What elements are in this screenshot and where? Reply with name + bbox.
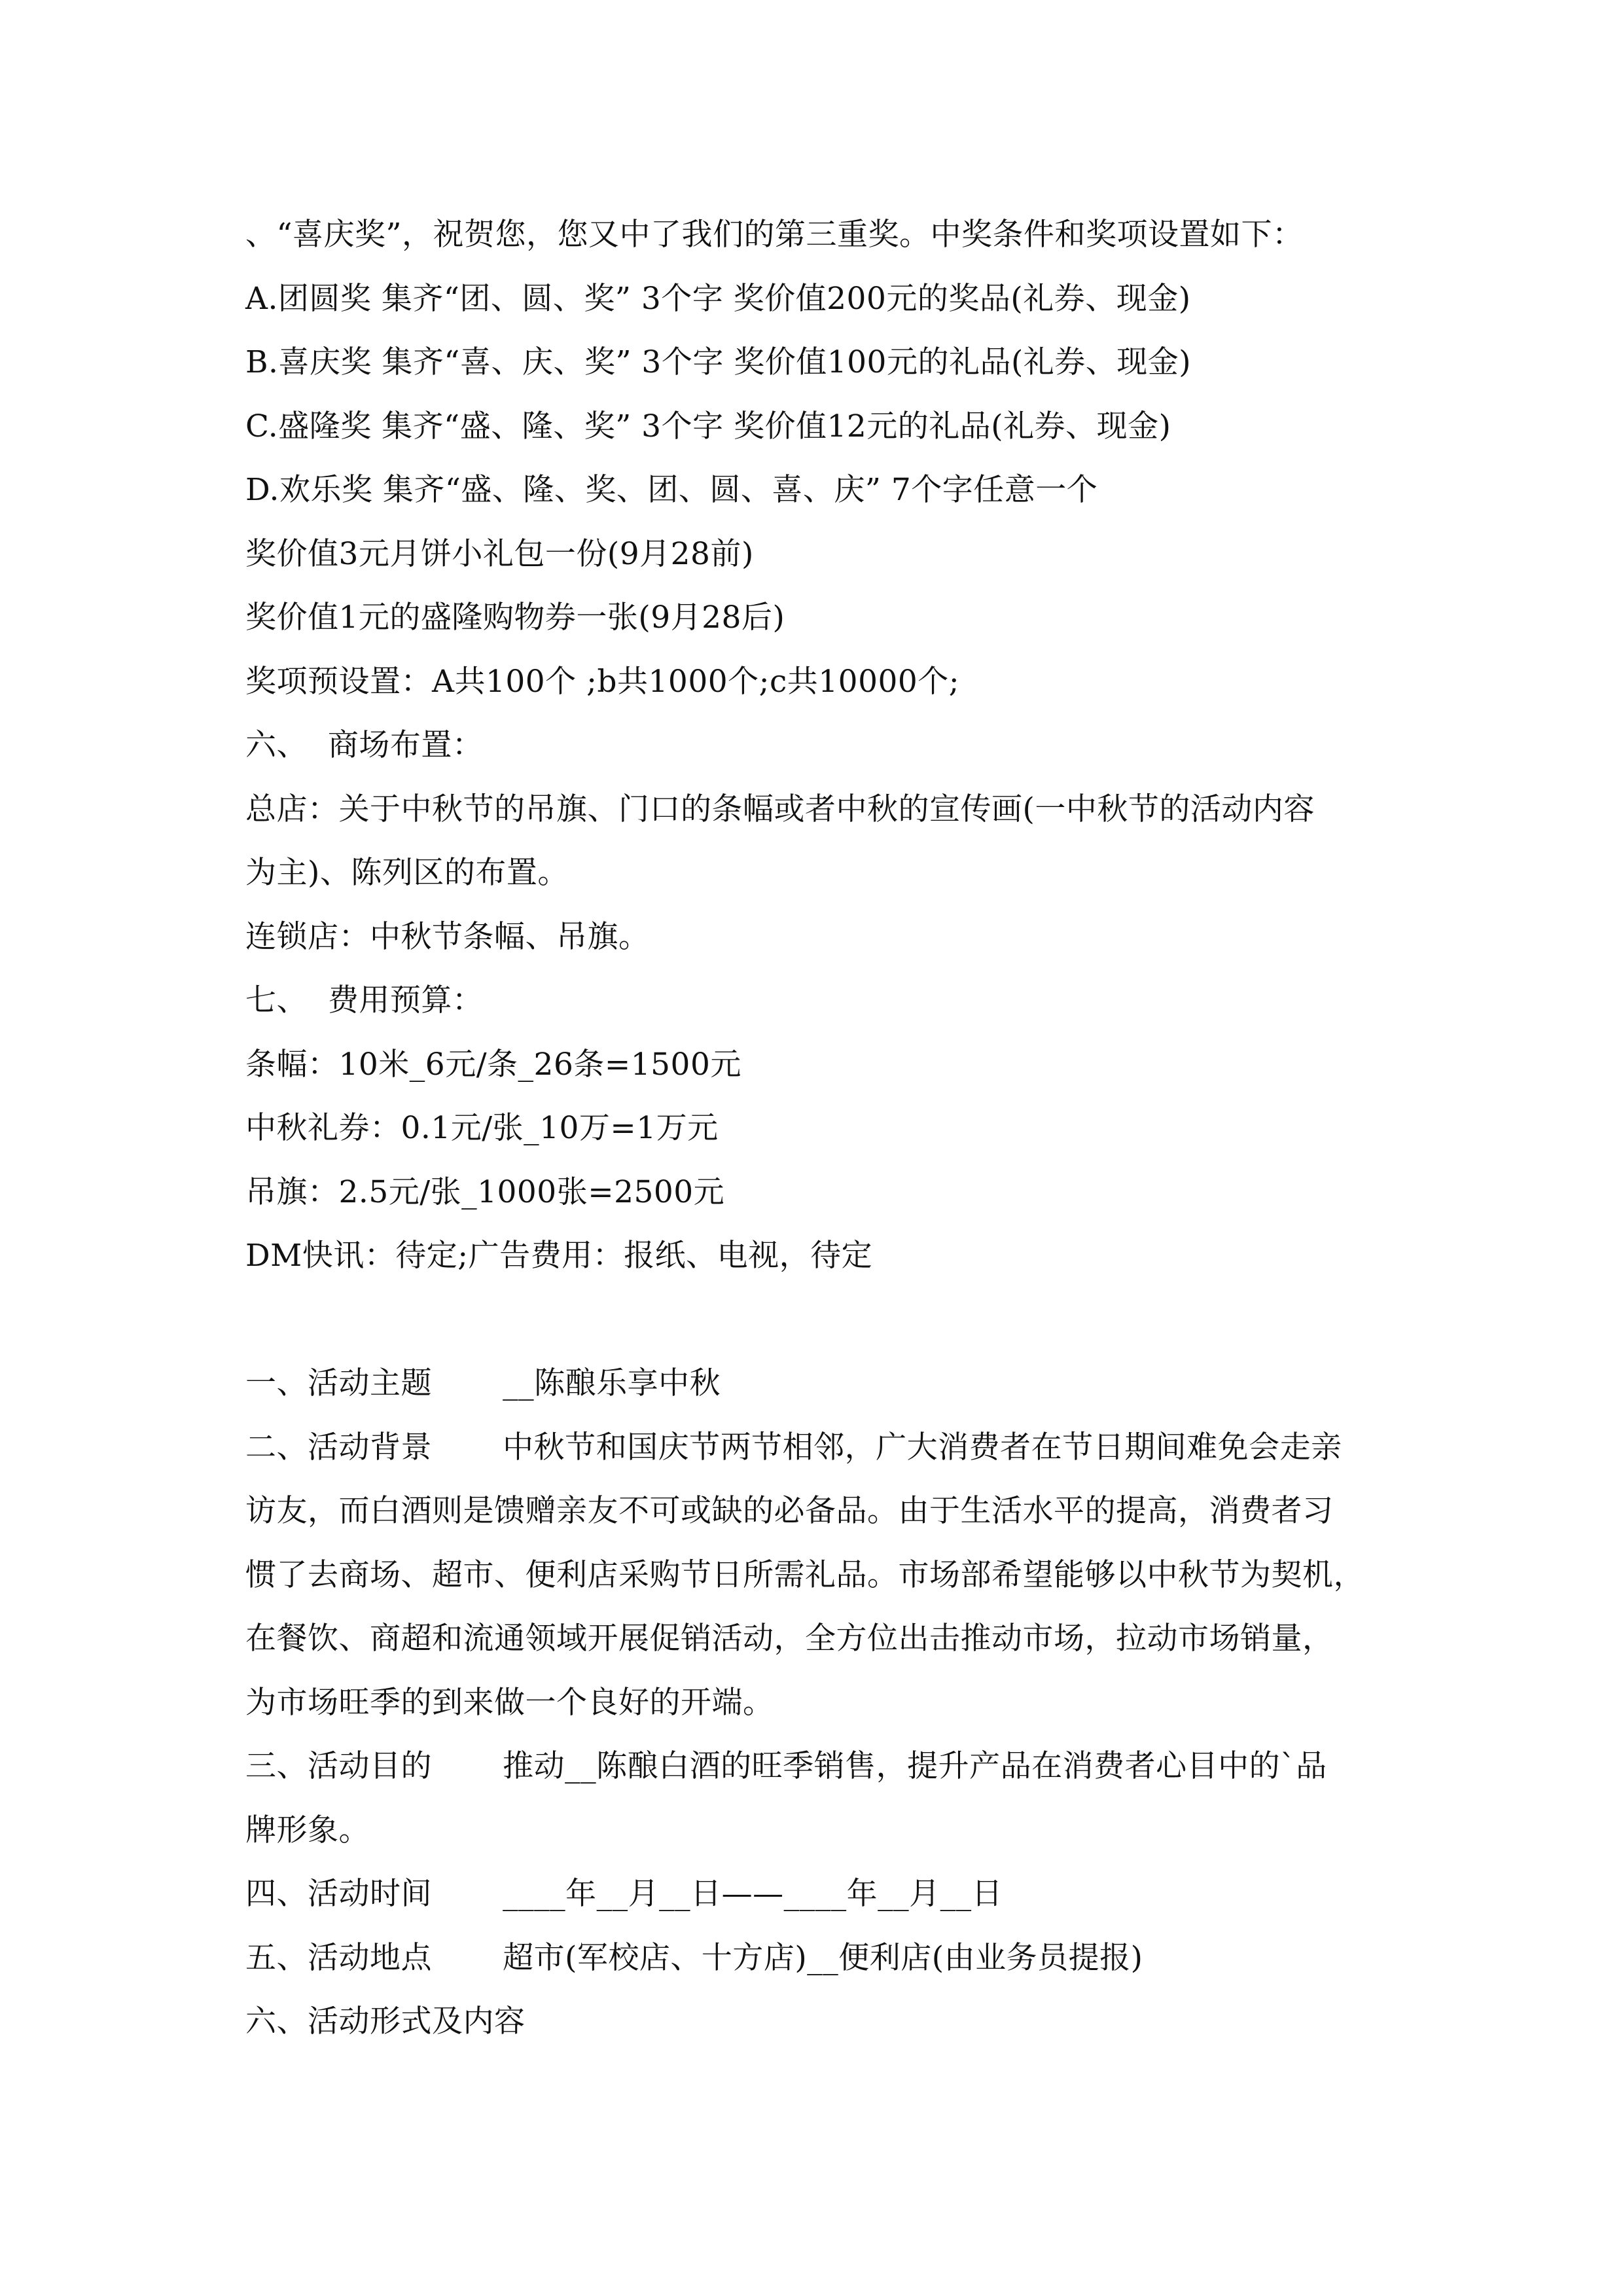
section-heading: 五、活动地点 超市(军校店、十方店)__便利店(由业务员提报) bbox=[245, 1939, 1143, 1976]
section-heading: 六、 商场布置： bbox=[245, 727, 484, 763]
budget-item: 条幅：10米_6元/条_26条=1500元 bbox=[245, 1046, 741, 1083]
budget-item: DM快讯：待定;广告费用：报纸、电视，待定 bbox=[245, 1238, 873, 1274]
paragraph-line: 为主)、陈列区的布置。 bbox=[245, 855, 569, 891]
budget-item: 中秋礼券：0.1元/张_10万=1万元 bbox=[245, 1110, 719, 1146]
section-heading: 六、活动形式及内容 bbox=[245, 2003, 526, 2039]
document-body bbox=[245, 203, 1397, 2054]
paragraph-line: 牌形象。 bbox=[245, 1812, 370, 1848]
prize-item-a: A.团圆奖 集齐“团、圆、奖” 3个字 奖价值200元的奖品(礼券、现金) bbox=[245, 280, 1191, 317]
paragraph-line: 为市场旺季的到来做一个良好的开端。 bbox=[245, 1684, 774, 1721]
paragraph-line: 惯了去商场、超市、便利店采购节日所需礼品。市场部希望能够以中秋节为契机， bbox=[245, 1556, 1364, 1593]
paragraph-line: 在餐饮、商超和流通领域开展促销活动，全方位出击推动市场，拉动市场销量， bbox=[245, 1621, 1334, 1657]
prize-item-c: C.盛隆奖 集齐“盛、隆、奖” 3个字 奖价值12元的礼品(礼券、现金) bbox=[245, 408, 1171, 444]
budget-item: 吊旗：2.5元/张_1000张=2500元 bbox=[245, 1174, 725, 1210]
prize-item-b: B.喜庆奖 集齐“喜、庆、奖” 3个字 奖价值100元的礼品(礼券、现金) bbox=[245, 344, 1192, 380]
paragraph-line: 总店：关于中秋节的吊旗、门口的条幅或者中秋的宣传画(一中秋节的活动内容 bbox=[245, 791, 1315, 827]
paragraph-line: 奖价值3元月饼小礼包一份(9月28前) bbox=[245, 535, 754, 572]
paragraph-line: 、“喜庆奖”，祝贺您，您又中了我们的第三重奖。中奖条件和奖项设置如下： bbox=[245, 217, 1304, 253]
paragraph-line: 奖项预设置：A共100个 ;b共1000个;c共10000个; bbox=[245, 663, 960, 700]
section-heading: 七、 费用预算： bbox=[245, 982, 484, 1018]
paragraph-line: 奖价值1元的盛隆购物券一张(9月28后) bbox=[245, 600, 785, 636]
blank-line bbox=[245, 1288, 1397, 1352]
section-heading: 四、活动时间 ____年__月__日——____年__月__日 bbox=[245, 1876, 1003, 1912]
paragraph-line: 二、活动背景 中秋节和国庆节两节相邻，广大消费者在节日期间难免会走亲 bbox=[245, 1429, 1342, 1465]
section-heading: 一、活动主题 __陈酿乐享中秋 bbox=[245, 1365, 721, 1401]
section-heading: 三、活动目的 推动__陈酿白酒的旺季销售，提升产品在消费者心目中的`品 bbox=[245, 1748, 1327, 1784]
paragraph-line: 访友，而白酒则是馈赠亲友不可或缺的必备品。由于生活水平的提高，消费者习 bbox=[245, 1493, 1334, 1529]
prize-item-d: D.欢乐奖 集齐“盛、隆、奖、团、圆、喜、庆” 7个字任意一个 bbox=[245, 472, 1098, 508]
paragraph-line: 连锁店：中秋节条幅、吊旗。 bbox=[245, 918, 650, 955]
